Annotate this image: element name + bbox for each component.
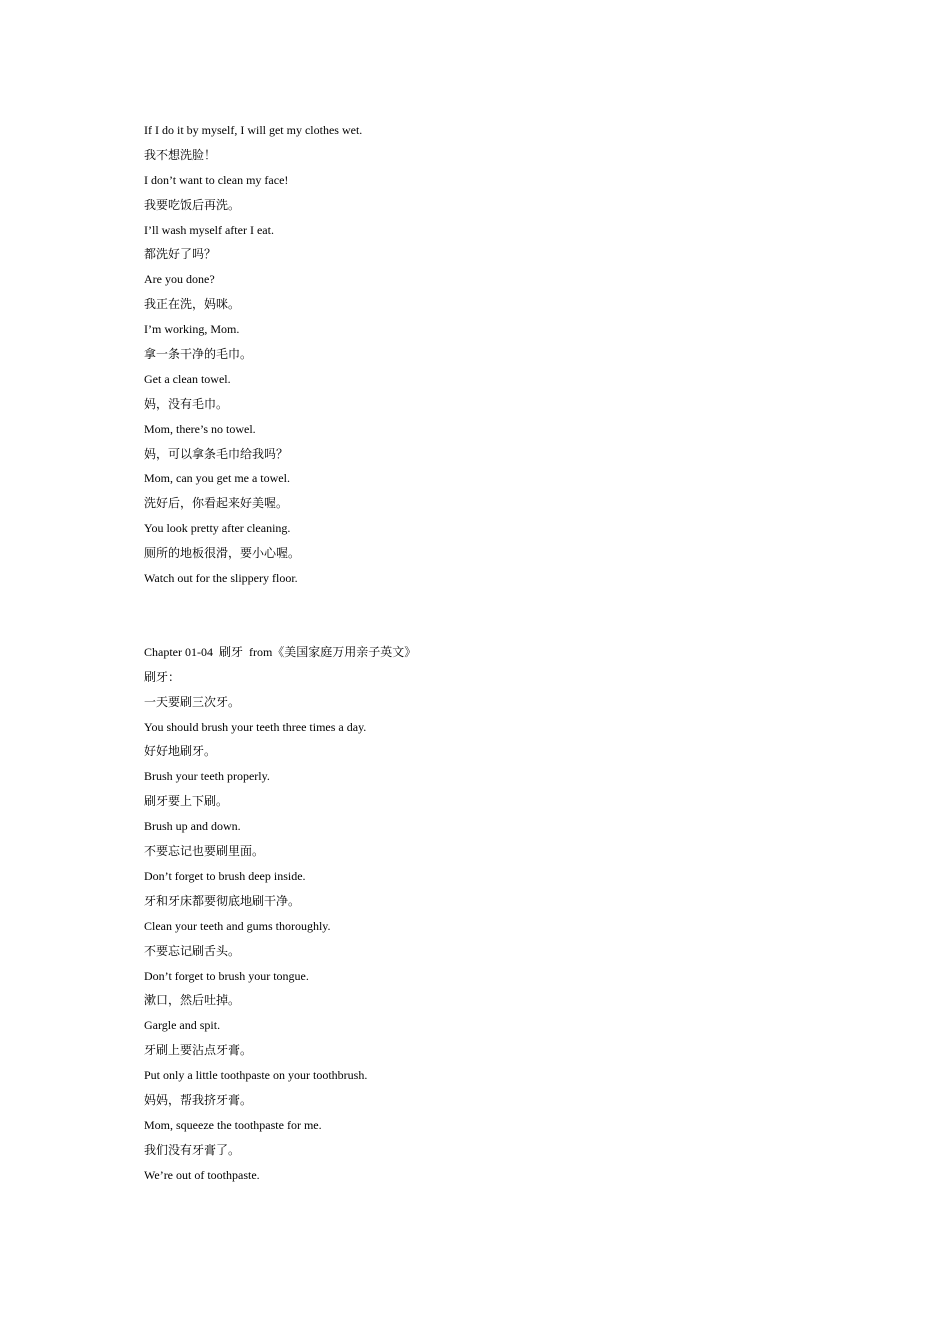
text-line: Watch out for the slippery floor. bbox=[144, 571, 298, 586]
text-line: Brush up and down. bbox=[144, 819, 241, 834]
text-line: 牙和牙床都要彻底地刷干净。 bbox=[144, 893, 301, 908]
text-line: 我正在洗，妈咪。 bbox=[144, 297, 241, 312]
section-spacer bbox=[144, 595, 844, 644]
text-line: Mom, can you get me a towel. bbox=[144, 471, 290, 486]
text-line: 刷牙要上下刷。 bbox=[144, 794, 229, 809]
text-line: I don’t want to clean my face! bbox=[144, 172, 289, 187]
text-line: 刷牙： bbox=[144, 669, 181, 684]
text-line: Clean your teeth and gums thoroughly. bbox=[144, 918, 331, 933]
text-line: We’re out of toothpaste. bbox=[144, 1167, 260, 1182]
text-line: Mom, squeeze the toothpaste for me. bbox=[144, 1117, 322, 1132]
text-line: Don’t forget to brush deep inside. bbox=[144, 868, 306, 883]
text-line: 厕所的地板很滑，要小心喔。 bbox=[144, 546, 301, 561]
text-line: 拿一条干净的毛巾。 bbox=[144, 347, 253, 362]
text-line: Are you done? bbox=[144, 272, 215, 287]
document-page bbox=[144, 122, 844, 1192]
text-line: 牙刷上要沾点牙膏。 bbox=[144, 1043, 253, 1058]
text-line: 妈，没有毛巾。 bbox=[144, 396, 229, 411]
text-line: 漱口，然后吐掉。 bbox=[144, 993, 241, 1008]
text-line: Mom, there’s no towel. bbox=[144, 421, 256, 436]
text-line: 妈妈，帮我挤牙膏。 bbox=[144, 1092, 253, 1107]
text-line: Don’t forget to brush your tongue. bbox=[144, 968, 309, 983]
chapter-heading: Chapter 01-04 刷牙 from《美国家庭万用亲子英文》 bbox=[144, 644, 417, 659]
text-line: 我们没有牙膏了。 bbox=[144, 1142, 241, 1157]
text-line: 不要忘记也要刷里面。 bbox=[144, 844, 265, 859]
text-line: I’ll wash myself after I eat. bbox=[144, 222, 274, 237]
text-line: 都洗好了吗？ bbox=[144, 247, 217, 262]
text-line: 洗好后，你看起来好美喔。 bbox=[144, 496, 289, 511]
text-line: I’m working, Mom. bbox=[144, 322, 240, 337]
text-line: 我要吃饭后再洗。 bbox=[144, 197, 241, 212]
text-line: If I do it by myself, I will get my clothes wet. bbox=[144, 123, 363, 137]
text-line: You should brush your teeth three times a day. bbox=[144, 719, 367, 734]
text-line: 妈，可以拿条毛巾给我吗？ bbox=[144, 446, 289, 461]
text-line: 不要忘记刷舌头。 bbox=[144, 943, 241, 958]
text-line: Put only a little toothpaste on your toothbrush. bbox=[144, 1068, 368, 1083]
text-line: Gargle and spit. bbox=[144, 1018, 221, 1033]
section-tooth-brushing bbox=[144, 644, 844, 1183]
section-face-washing bbox=[144, 122, 844, 586]
text-line: Brush your teeth properly. bbox=[144, 769, 270, 784]
text-line: 一天要刷三次牙。 bbox=[144, 694, 241, 709]
text-line: 我不想洗脸！ bbox=[144, 147, 217, 162]
text-line: 好好地刷牙。 bbox=[144, 744, 217, 759]
text-line: Get a clean towel. bbox=[144, 371, 231, 386]
text-line: You look pretty after cleaning. bbox=[144, 521, 291, 536]
